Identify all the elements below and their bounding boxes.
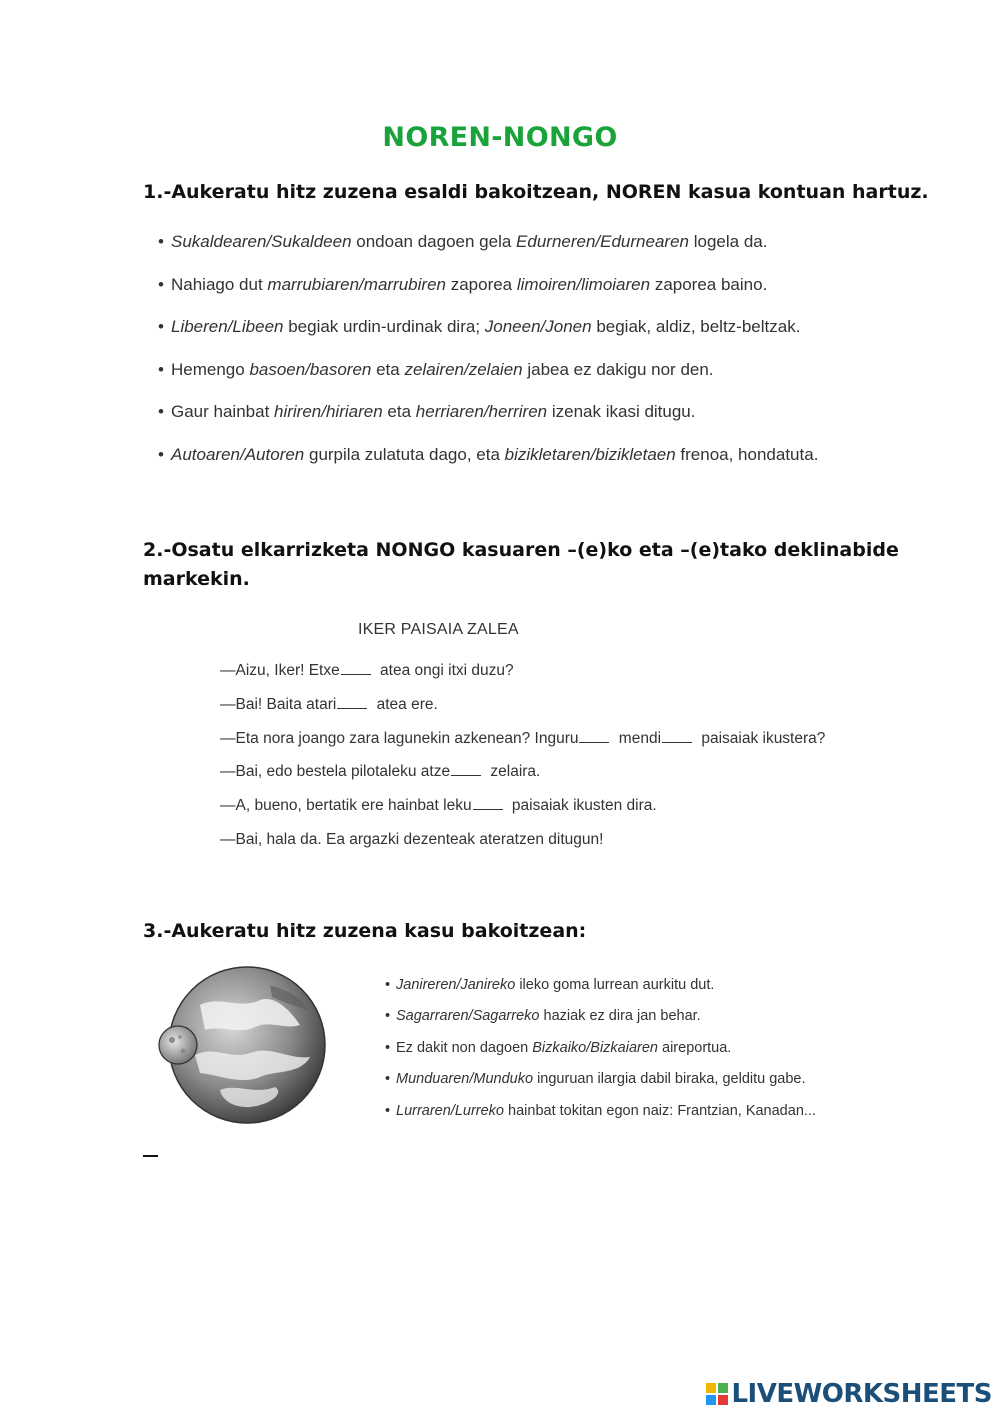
list-item: • Liberen/Libeen begiak urdin-urdinak dira; Joneen/Jonen begiak, aldiz, beltz-beltzak. <box>158 317 801 337</box>
dialog-line: —Aizu, Iker! Etxe atea ongi itxi duzu? <box>220 662 514 679</box>
word-choice[interactable]: zelairen/zelaien <box>404 359 523 379</box>
list-item: • Sagarraren/Sagarreko haziak ez dira jan behar. <box>385 1008 701 1025</box>
liveworksheets-logo-icon <box>705 1382 729 1406</box>
word-choice[interactable]: marrubiaren/marrubiren <box>267 274 446 294</box>
answer-blank[interactable] <box>473 797 503 810</box>
list-item: • Autoaren/Autoren gurpila zulatuta dago, eta bizikletaren/bizikletaen frenoa, hondatuta. <box>158 444 819 464</box>
stray-dash <box>143 1155 158 1157</box>
list-item: • Nahiago dut marrubiaren/marrubiren zaporea limoiren/limoiaren zaporea baino. <box>158 274 768 294</box>
dialog-title: IKER PAISAIA ZALEA <box>358 621 519 638</box>
dialog-line: —A, bueno, bertatik ere hainbat leku paisaiak ikusten dira. <box>220 797 657 815</box>
list-item: • Janireren/Janireko ileko goma lurrean aurkitu dut. <box>385 977 715 993</box>
list-item: • Hemengo basoen/basoren eta zelairen/zelaien jabea ez dakigu nor den. <box>158 359 714 379</box>
footer-brand[interactable] <box>705 1379 992 1409</box>
section1-list <box>158 230 818 486</box>
section3-heading: 3.-Aukeratu hitz zuzena kasu bakoitzean: <box>143 920 587 942</box>
list-item: • Lurraren/Lurreko hainbat tokitan egon naiz: Frantzian, Kanadan... <box>385 1102 816 1119</box>
page-title: NOREN-NONGO <box>382 122 618 153</box>
answer-blank[interactable] <box>579 730 609 743</box>
list-item: • Gaur hainbat hiriren/hiriaren eta herriaren/herriren izenak ikasi ditugu. <box>158 402 696 422</box>
dialog-line: —Eta nora joango zara lagunekin azkenean? Inguru mendi paisaiak ikustera? <box>220 729 826 747</box>
word-choice[interactable]: bizikletaren/bizikletaen <box>504 444 676 464</box>
section3-list <box>385 975 816 1132</box>
footer-brand-text: LIVEWORKSHEETS <box>731 1379 992 1409</box>
dialog-line: —Bai, hala da. Ea argazki dezenteak ateratzen ditugun! <box>220 830 604 848</box>
word-choice[interactable]: Munduaren/Munduko <box>396 1071 534 1088</box>
list-item: • Munduaren/Munduko inguruan ilargia dabil biraka, gelditu gabe. <box>385 1071 806 1088</box>
section1-heading: 1.-Aukeratu hitz zuzena esaldi bakoitzean, NOREN kasua kontuan hartuz. <box>143 181 929 203</box>
answer-blank[interactable] <box>337 696 367 709</box>
word-choice[interactable]: Janireren/Janireko <box>396 977 516 993</box>
word-choice[interactable]: hiriren/hiriaren <box>274 402 383 422</box>
word-choice[interactable]: Bizkaiko/Bizkaiaren <box>532 1039 658 1056</box>
word-choice[interactable]: herriaren/herriren <box>415 402 548 422</box>
word-choice[interactable]: Liberen/Libeen <box>171 317 284 337</box>
word-choice[interactable]: Autoaren/Autoren <box>171 444 305 464</box>
answer-blank[interactable] <box>662 730 692 743</box>
word-choice[interactable]: Sagarraren/Sagarreko <box>396 1008 540 1025</box>
word-choice[interactable]: limoiren/limoiaren <box>516 274 651 294</box>
word-choice[interactable]: basoen/basoren <box>249 359 372 379</box>
answer-blank[interactable] <box>341 662 371 675</box>
answer-blank[interactable] <box>451 763 481 776</box>
word-choice[interactable]: Lurraren/Lurreko <box>396 1102 504 1119</box>
dialog-line: —Bai, edo bestela pilotaleku atze zelaira. <box>220 763 541 781</box>
list-item: • Sukaldearen/Sukaldeen ondoan dagoen gela Edurneren/Edurnearen logela da. <box>158 232 768 251</box>
word-choice[interactable]: Sukaldearen/Sukaldeen <box>171 232 352 251</box>
section2-heading: 2.-Osatu elkarrizketa NONGO kasuaren –(e)ko eta –(e)tako deklinabide markekin. <box>143 539 899 590</box>
word-choice[interactable]: Edurneren/Edurnearen <box>516 232 689 251</box>
earth-moon-illustration <box>150 965 330 1127</box>
word-choice[interactable]: Joneen/Jonen <box>484 317 592 337</box>
dialog-line: —Bai! Baita atari atea ere. <box>220 695 438 713</box>
dialog-list <box>220 660 825 863</box>
list-item: • Ez dakit non dagoen Bizkaiko/Bizkaiaren aireportua. <box>385 1039 732 1056</box>
